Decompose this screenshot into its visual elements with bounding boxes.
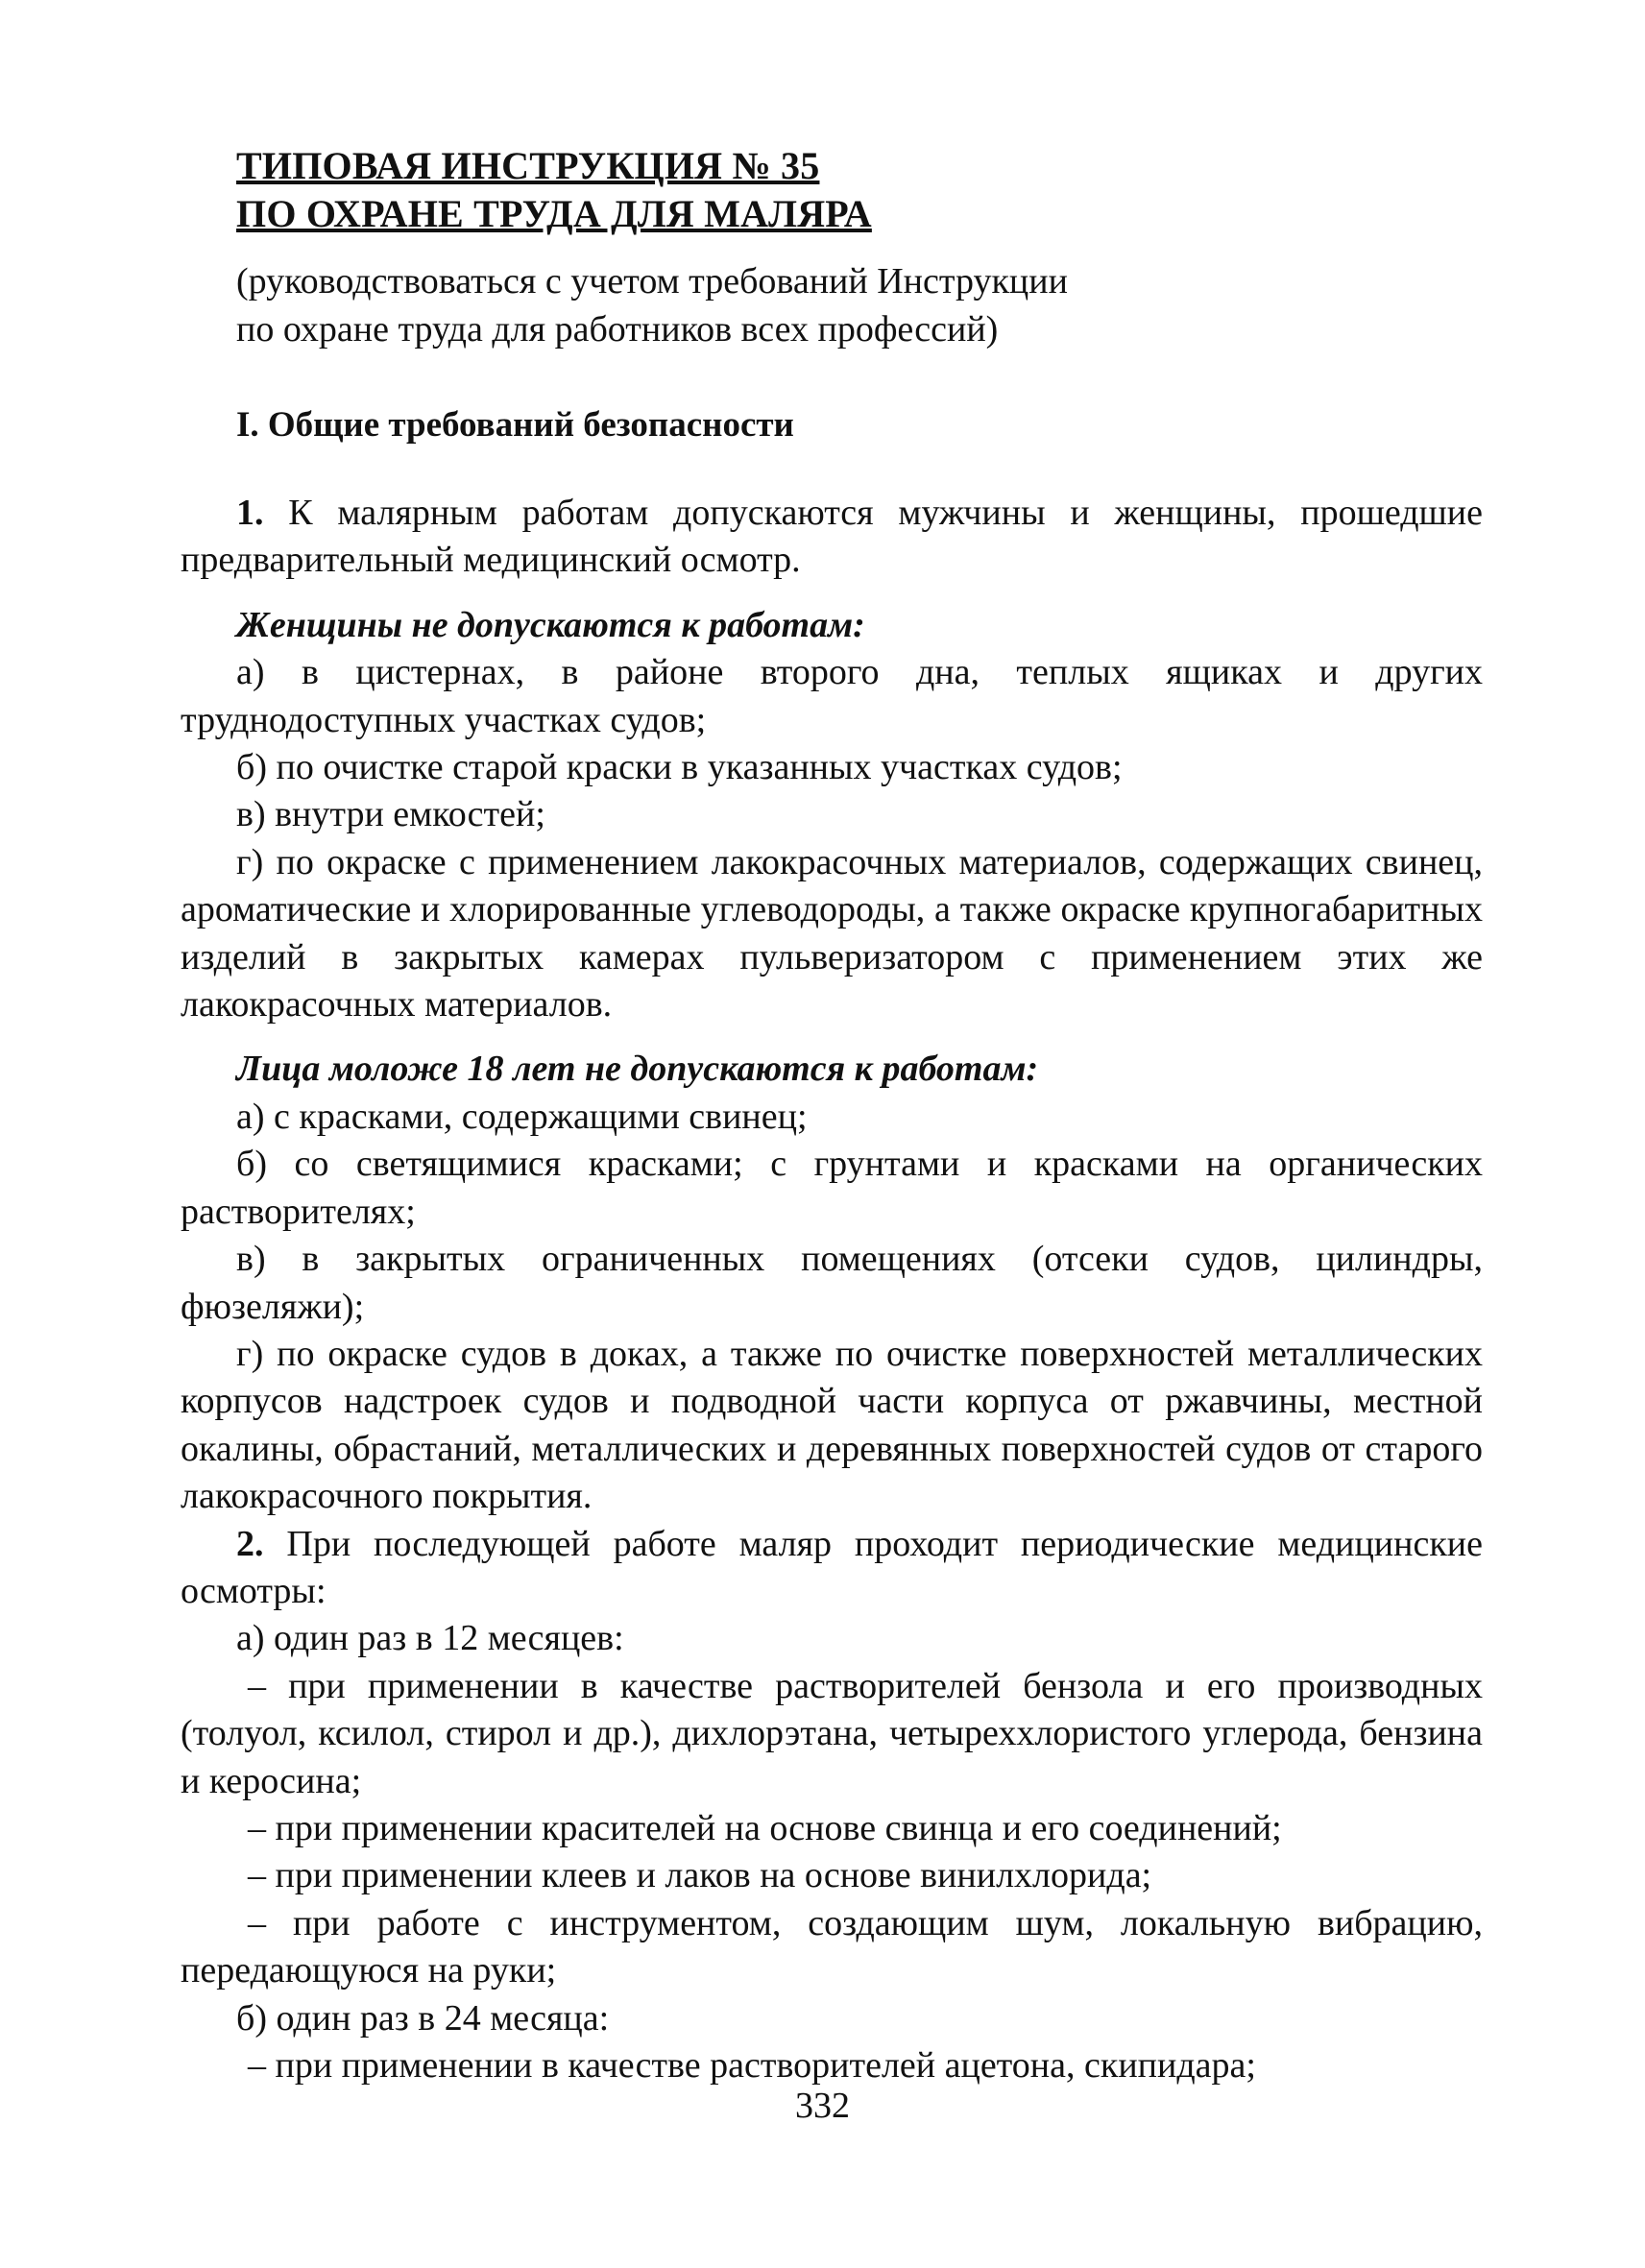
- subtitle-line-2: по охране труда для работников всех профессий): [236, 309, 999, 350]
- item-number: 2.: [236, 1523, 264, 1564]
- paragraph-item-1: [181, 490, 1483, 585]
- document-title: [236, 142, 872, 238]
- women-heading: Женщины не допускаются к работам:: [236, 604, 865, 645]
- title-line-2: ПО ОХРАНЕ ТРУДА ДЛЯ МАЛЯРА: [236, 192, 872, 235]
- women-item-d: г) по окраске с применением лакокрасочных материалов, содержащих свинец, ароматические и хлорированные углеводороды, а также окраске крупногабаритных изделий в закрытых камерах пульверизатором с применением этих же лакокрасочных материалов.: [181, 841, 1483, 1025]
- women-item-c: в) внутри емкостей;: [236, 794, 545, 835]
- minors-item-b: б) со светящимися красками; с грунтами и красками на органических растворителях;: [181, 1144, 1483, 1232]
- period-24-item-1: – при применении в качестве растворителей ацетона, скипидара;: [248, 2045, 1256, 2086]
- title-line-1: ТИПОВАЯ ИНСТРУКЦИЯ № 35: [236, 144, 820, 187]
- period-12-item-2: – при применении красителей на основе свинца и его соединений;: [248, 1807, 1282, 1848]
- period-12-item-4: – при работе с инструментом, создающим шум, локальную вибрацию, передающуюся на руки;: [181, 1902, 1483, 1991]
- section-heading: I. Общие требований безопасности: [236, 405, 794, 445]
- period-12-item-1: – при применении в качестве растворителей бензола и его производных (толуол, ксилол, стирол и др.), дихлорэтана, четыреххлористого углерода, бензина и керосина;: [181, 1665, 1483, 1801]
- women-item-b: б) по очистке старой краски в указанных участках судов;: [236, 747, 1123, 788]
- paragraph-item-2: [181, 1521, 1483, 1616]
- minors-item-a: а) с красками, содержащими свинец;: [236, 1096, 808, 1137]
- item-text: К малярным работам допускаются мужчины и женщины, прошедшие предварительный медицинский осмотр.: [181, 493, 1483, 581]
- period-24-months: б) один раз в 24 месяца:: [236, 1997, 610, 2039]
- document-subtitle: [236, 257, 1068, 353]
- item-text: При последующей работе маляр проходит периодические медицинские осмотры:: [181, 1523, 1483, 1611]
- minors-item-c: в) в закрытых ограниченных помещениях (отсеки судов, цилиндры, фюзеляжи);: [181, 1239, 1483, 1327]
- subtitle-line-1: (руководствоваться с учетом требований Инструкции: [236, 261, 1068, 302]
- item-number: 1.: [236, 493, 264, 533]
- period-12-months: а) один раз в 12 месяцев:: [236, 1618, 624, 1659]
- period-12-item-3: – при применении клеев и лаков на основе винилхлорида;: [248, 1855, 1152, 1896]
- women-item-a: а) в цистернах, в районе второго дна, теплых ящиках и других труднодоступных участках судов;: [181, 652, 1483, 740]
- page-number: 332: [795, 2086, 850, 2126]
- minors-heading: Лица моложе 18 лет не допускаются к работам:: [236, 1049, 1039, 1090]
- minors-item-d: г) по окраске судов в доках, а также по очистке поверхностей металлических корпусов надстроек судов и подводной части корпуса от ржавчины, местной окалины, обрастаний, металлических и деревянных поверхностей судов от старого лакокрасочного покрытия.: [181, 1333, 1483, 1517]
- document-body: [181, 490, 1483, 2089]
